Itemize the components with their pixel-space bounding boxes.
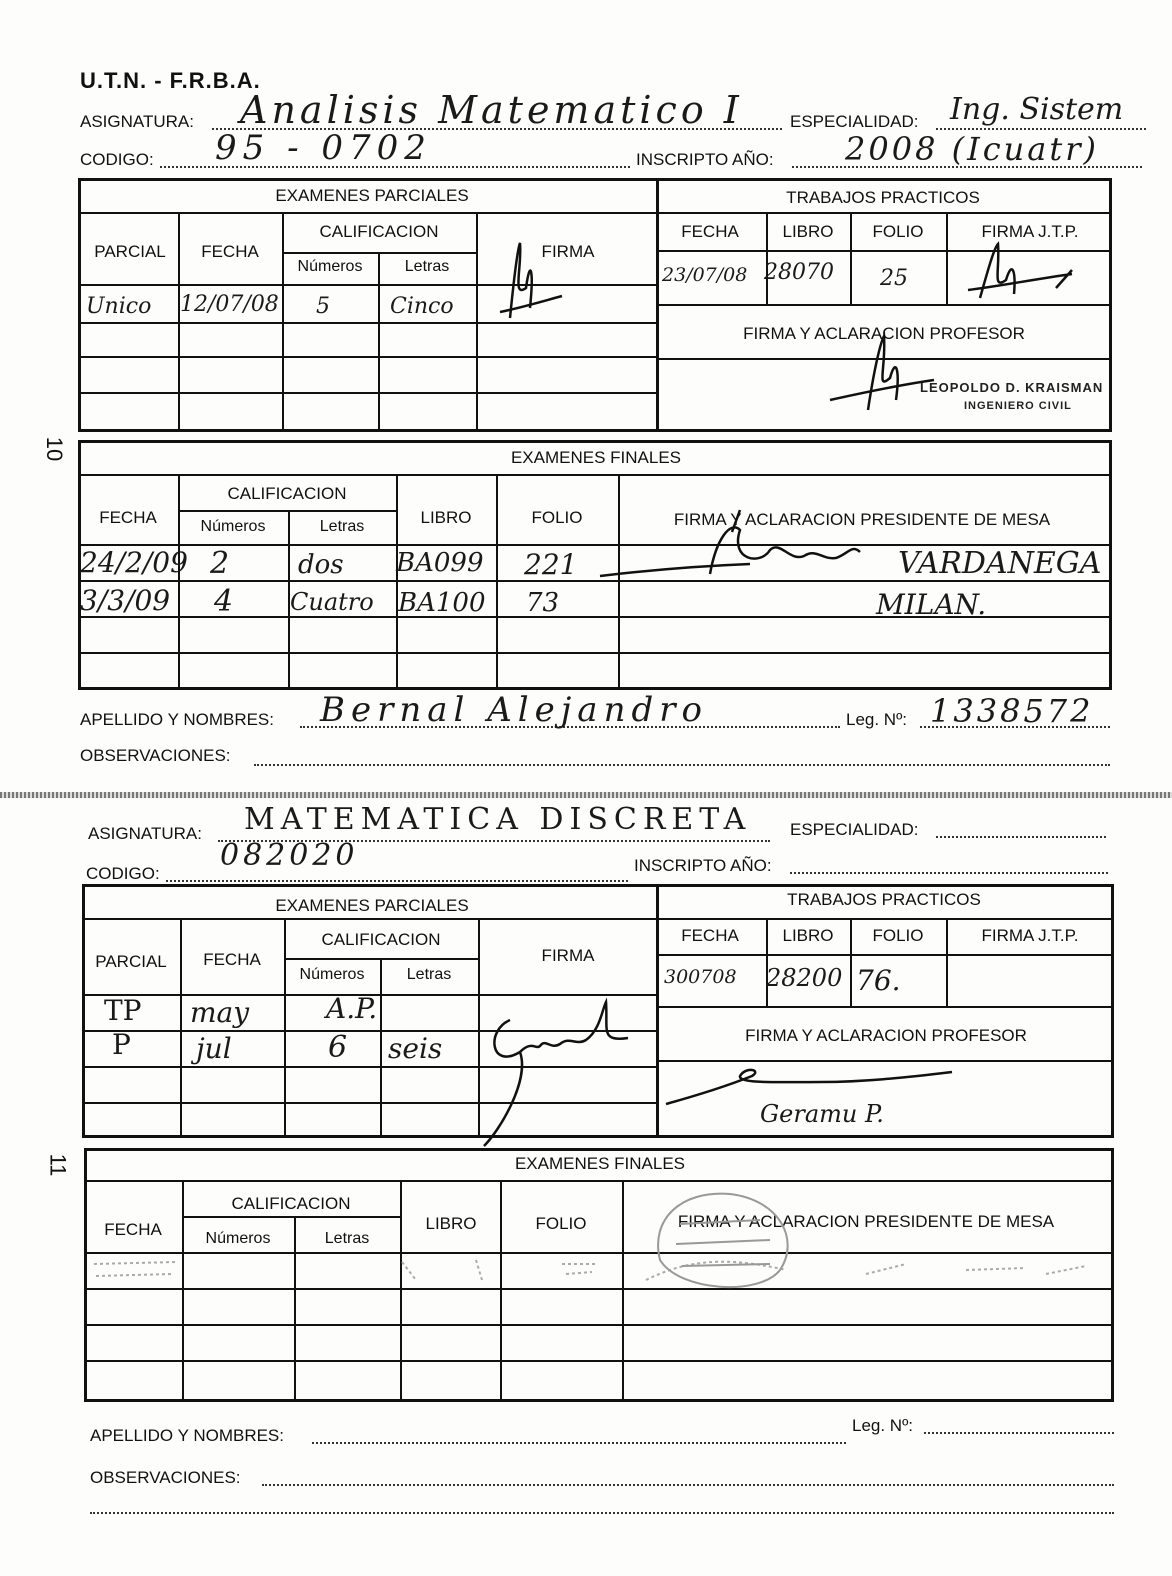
observaciones-line xyxy=(262,1484,1114,1486)
parcial-2-tipo: P xyxy=(112,1028,131,1061)
jtp-signature xyxy=(960,240,1080,302)
page-number-side: 11 xyxy=(45,1153,71,1177)
final-2-fecha: 3/3/09 xyxy=(80,584,171,617)
page-number-side: 10 xyxy=(42,436,68,462)
col-fecha: FECHA xyxy=(203,950,261,969)
legajo-line xyxy=(924,1432,1114,1434)
fin-col-libro: LIBRO xyxy=(425,1214,477,1233)
rule xyxy=(656,1006,1114,1008)
parcial-signature xyxy=(480,990,640,1150)
profesor-stamp-name: LEOPOLDO D. KRAISMAN xyxy=(920,380,1104,395)
rule xyxy=(284,958,478,960)
rule xyxy=(180,918,182,1138)
fin-col-calificacion: CALIFICACION xyxy=(227,484,347,503)
tp-col-libro: LIBRO xyxy=(782,222,834,241)
rule xyxy=(182,1180,184,1402)
col-letras: Letras xyxy=(404,258,450,275)
final-2-libro: BA100 xyxy=(398,588,486,618)
rule xyxy=(84,1360,1114,1362)
rule xyxy=(284,918,286,1138)
final-2-letras: Cuatro xyxy=(290,588,374,616)
rule xyxy=(84,1180,1114,1182)
practicos-title: TRABAJOS PRACTICOS xyxy=(787,890,981,909)
rule xyxy=(850,212,852,304)
final-1-letras: dos xyxy=(298,550,344,580)
final-1-folio: 221 xyxy=(524,548,578,581)
observaciones-label: OBSERVACIONES: xyxy=(80,746,231,765)
fin-col-libro: LIBRO xyxy=(420,508,472,527)
final-2-folio: 73 xyxy=(526,588,560,618)
fin-col-firma: FIRMA Y ACLARACION PRESIDENTE DE MESA xyxy=(673,510,1051,529)
col-calificacion: CALIFICACION xyxy=(321,930,441,949)
asignatura-label: ASIGNATURA: xyxy=(80,112,194,131)
rule xyxy=(78,356,656,358)
tp-col-firma: FIRMA J.T.P. xyxy=(981,926,1079,945)
rule xyxy=(78,212,1112,214)
col-letras: Letras xyxy=(406,966,452,983)
rule xyxy=(496,474,498,690)
rule xyxy=(400,1180,402,1402)
faded-signature-stamp xyxy=(620,1180,820,1300)
rule xyxy=(294,1216,296,1402)
codigo-label: CODIGO: xyxy=(86,864,160,883)
inscripto-label: INSCRIPTO AÑO: xyxy=(634,856,772,875)
apellido-value: Bernal Alejandro xyxy=(320,690,708,730)
asignatura-value: Analisis Matematico I xyxy=(240,88,743,132)
final-2-firma: MILAN. xyxy=(876,588,987,621)
final-2-numeros: 4 xyxy=(214,584,234,619)
rule xyxy=(78,652,1112,654)
parcial-1-numeros: 5 xyxy=(316,294,330,319)
rule xyxy=(84,1324,1114,1326)
tp-1-folio: 25 xyxy=(880,266,908,291)
profesor-label: FIRMA Y ACLARACION PROFESOR xyxy=(745,1026,1027,1045)
especialidad-label: ESPECIALIDAD: xyxy=(790,820,919,839)
practicos-title: TRABAJOS PRACTICOS xyxy=(786,188,980,207)
profesor-label: FIRMA Y ACLARACION PROFESOR xyxy=(743,324,1025,343)
tp-1-fecha: 23/07/08 xyxy=(662,264,748,286)
rule xyxy=(656,1060,1114,1062)
erased-final-row xyxy=(86,1250,1106,1290)
fin-col-fecha: FECHA xyxy=(104,1220,162,1239)
col-parcial: PARCIAL xyxy=(94,242,166,261)
rule xyxy=(78,392,656,394)
especialidad-label: ESPECIALIDAD: xyxy=(790,112,919,131)
tp-col-folio: FOLIO xyxy=(872,926,924,945)
parcial-1-fecha: 12/07/08 xyxy=(180,292,279,317)
rule xyxy=(78,474,1112,476)
rule xyxy=(178,474,180,690)
rule xyxy=(656,304,1112,306)
asignatura-label: ASIGNATURA: xyxy=(88,824,202,843)
rule xyxy=(378,252,380,432)
col-fecha: FECHA xyxy=(201,242,259,261)
rule xyxy=(946,212,948,304)
legajo-label: Leg. Nº: xyxy=(846,710,908,729)
tp-1-fecha: 300708 xyxy=(664,966,737,988)
parciales-title: EXAMENES PARCIALES xyxy=(275,896,469,915)
final-1-signature xyxy=(590,500,890,590)
codigo-label: CODIGO: xyxy=(80,150,154,169)
inscripto-label: INSCRIPTO AÑO: xyxy=(636,150,774,169)
profesor-signature xyxy=(826,330,936,414)
rule xyxy=(396,474,398,690)
parcial-2-fecha: jul xyxy=(196,1032,232,1065)
tp-col-libro: LIBRO xyxy=(782,926,834,945)
tp-col-firma: FIRMA J.T.P. xyxy=(981,222,1079,241)
codigo-line xyxy=(166,880,628,882)
rule xyxy=(380,958,382,1138)
fin-col-letras: Letras xyxy=(319,518,365,535)
col-firma: FIRMA xyxy=(541,946,595,965)
parcial-2-numeros: 6 xyxy=(328,1030,348,1065)
fin-col-fecha: FECHA xyxy=(99,508,157,527)
tp-1-libro: 28200 xyxy=(766,964,843,992)
tp-col-fecha: FECHA xyxy=(681,926,739,945)
parcial-1-numeros: A.P. xyxy=(326,992,378,1025)
parciales-title: EXAMENES PARCIALES xyxy=(275,186,469,205)
parcial-signature xyxy=(490,238,570,324)
asignatura-value: MATEMATICA DISCRETA xyxy=(244,802,752,837)
finales-title: EXAMENES FINALES xyxy=(514,1154,686,1173)
observaciones-line xyxy=(254,764,1110,766)
especialidad-line xyxy=(936,836,1106,838)
rule xyxy=(946,918,948,1006)
parcial-1-fecha: may xyxy=(190,996,250,1029)
profesor-stamp-title: INGENIERO CIVIL xyxy=(964,400,1072,412)
col-firma: FIRMA xyxy=(541,242,595,261)
rule xyxy=(82,918,1114,920)
parcial-1-letras: Cinco xyxy=(390,294,454,319)
rule xyxy=(282,252,476,254)
rule xyxy=(500,1180,502,1402)
fin-col-firma: FIRMA Y ACLARACION PRESIDENTE DE MESA xyxy=(677,1212,1055,1231)
col-calificacion: CALIFICACION xyxy=(319,222,439,241)
observaciones-label: OBSERVACIONES: xyxy=(90,1468,241,1487)
rule xyxy=(178,510,396,512)
tp-1-folio: 76. xyxy=(856,964,901,997)
especialidad-value: Ing. Sistem xyxy=(950,92,1124,127)
col-parcial: PARCIAL xyxy=(95,952,167,971)
rule xyxy=(766,918,768,1006)
legajo-value: 1338572 xyxy=(930,692,1094,730)
fin-col-folio: FOLIO xyxy=(531,508,583,527)
legajo-label: Leg. Nº: xyxy=(852,1416,914,1435)
profesor-name: Geramu P. xyxy=(760,1100,884,1128)
observaciones-line-2 xyxy=(90,1512,1114,1514)
inscripto-value: 2008 (Icuatr) xyxy=(845,130,1099,168)
final-1-libro: BA099 xyxy=(396,548,484,578)
inscripto-line xyxy=(790,872,1108,874)
parcial-2-letras: seis xyxy=(388,1032,443,1065)
rule xyxy=(656,954,1114,956)
record-card-2 xyxy=(0,790,1172,1576)
final-1-fecha: 24/2/09 xyxy=(80,546,188,579)
section-divider xyxy=(656,884,659,1138)
finales-title: EXAMENES FINALES xyxy=(510,448,682,467)
parcial-1-tipo: TP xyxy=(104,994,142,1027)
col-numeros: Números xyxy=(297,258,363,275)
col-numeros: Números xyxy=(299,966,365,983)
apellido-label: APELLIDO Y NOMBRES: xyxy=(90,1426,284,1445)
parcial-1-tipo: Unico xyxy=(86,294,152,319)
tp-col-fecha: FECHA xyxy=(681,222,739,241)
fin-col-calificacion: CALIFICACION xyxy=(231,1194,351,1213)
fin-col-numeros: Números xyxy=(205,1230,271,1247)
apellido-label: APELLIDO Y NOMBRES: xyxy=(80,710,274,729)
fin-col-letras: Letras xyxy=(324,1230,370,1247)
fin-col-folio: FOLIO xyxy=(535,1214,587,1233)
final-1-firma: VARDANEGA xyxy=(898,546,1102,581)
rule xyxy=(850,918,852,1006)
apellido-line xyxy=(312,1442,846,1444)
codigo-value: 082020 xyxy=(220,838,359,873)
tp-1-libro: 28070 xyxy=(764,260,834,285)
rule xyxy=(766,212,768,304)
university-name: U.T.N. - F.R.B.A. xyxy=(80,68,261,93)
final-1-numeros: 2 xyxy=(210,546,230,581)
codigo-value: 95 - 0702 xyxy=(215,128,432,168)
fin-col-numeros: Números xyxy=(200,518,266,535)
tp-col-folio: FOLIO xyxy=(872,222,924,241)
rule xyxy=(182,1216,400,1218)
